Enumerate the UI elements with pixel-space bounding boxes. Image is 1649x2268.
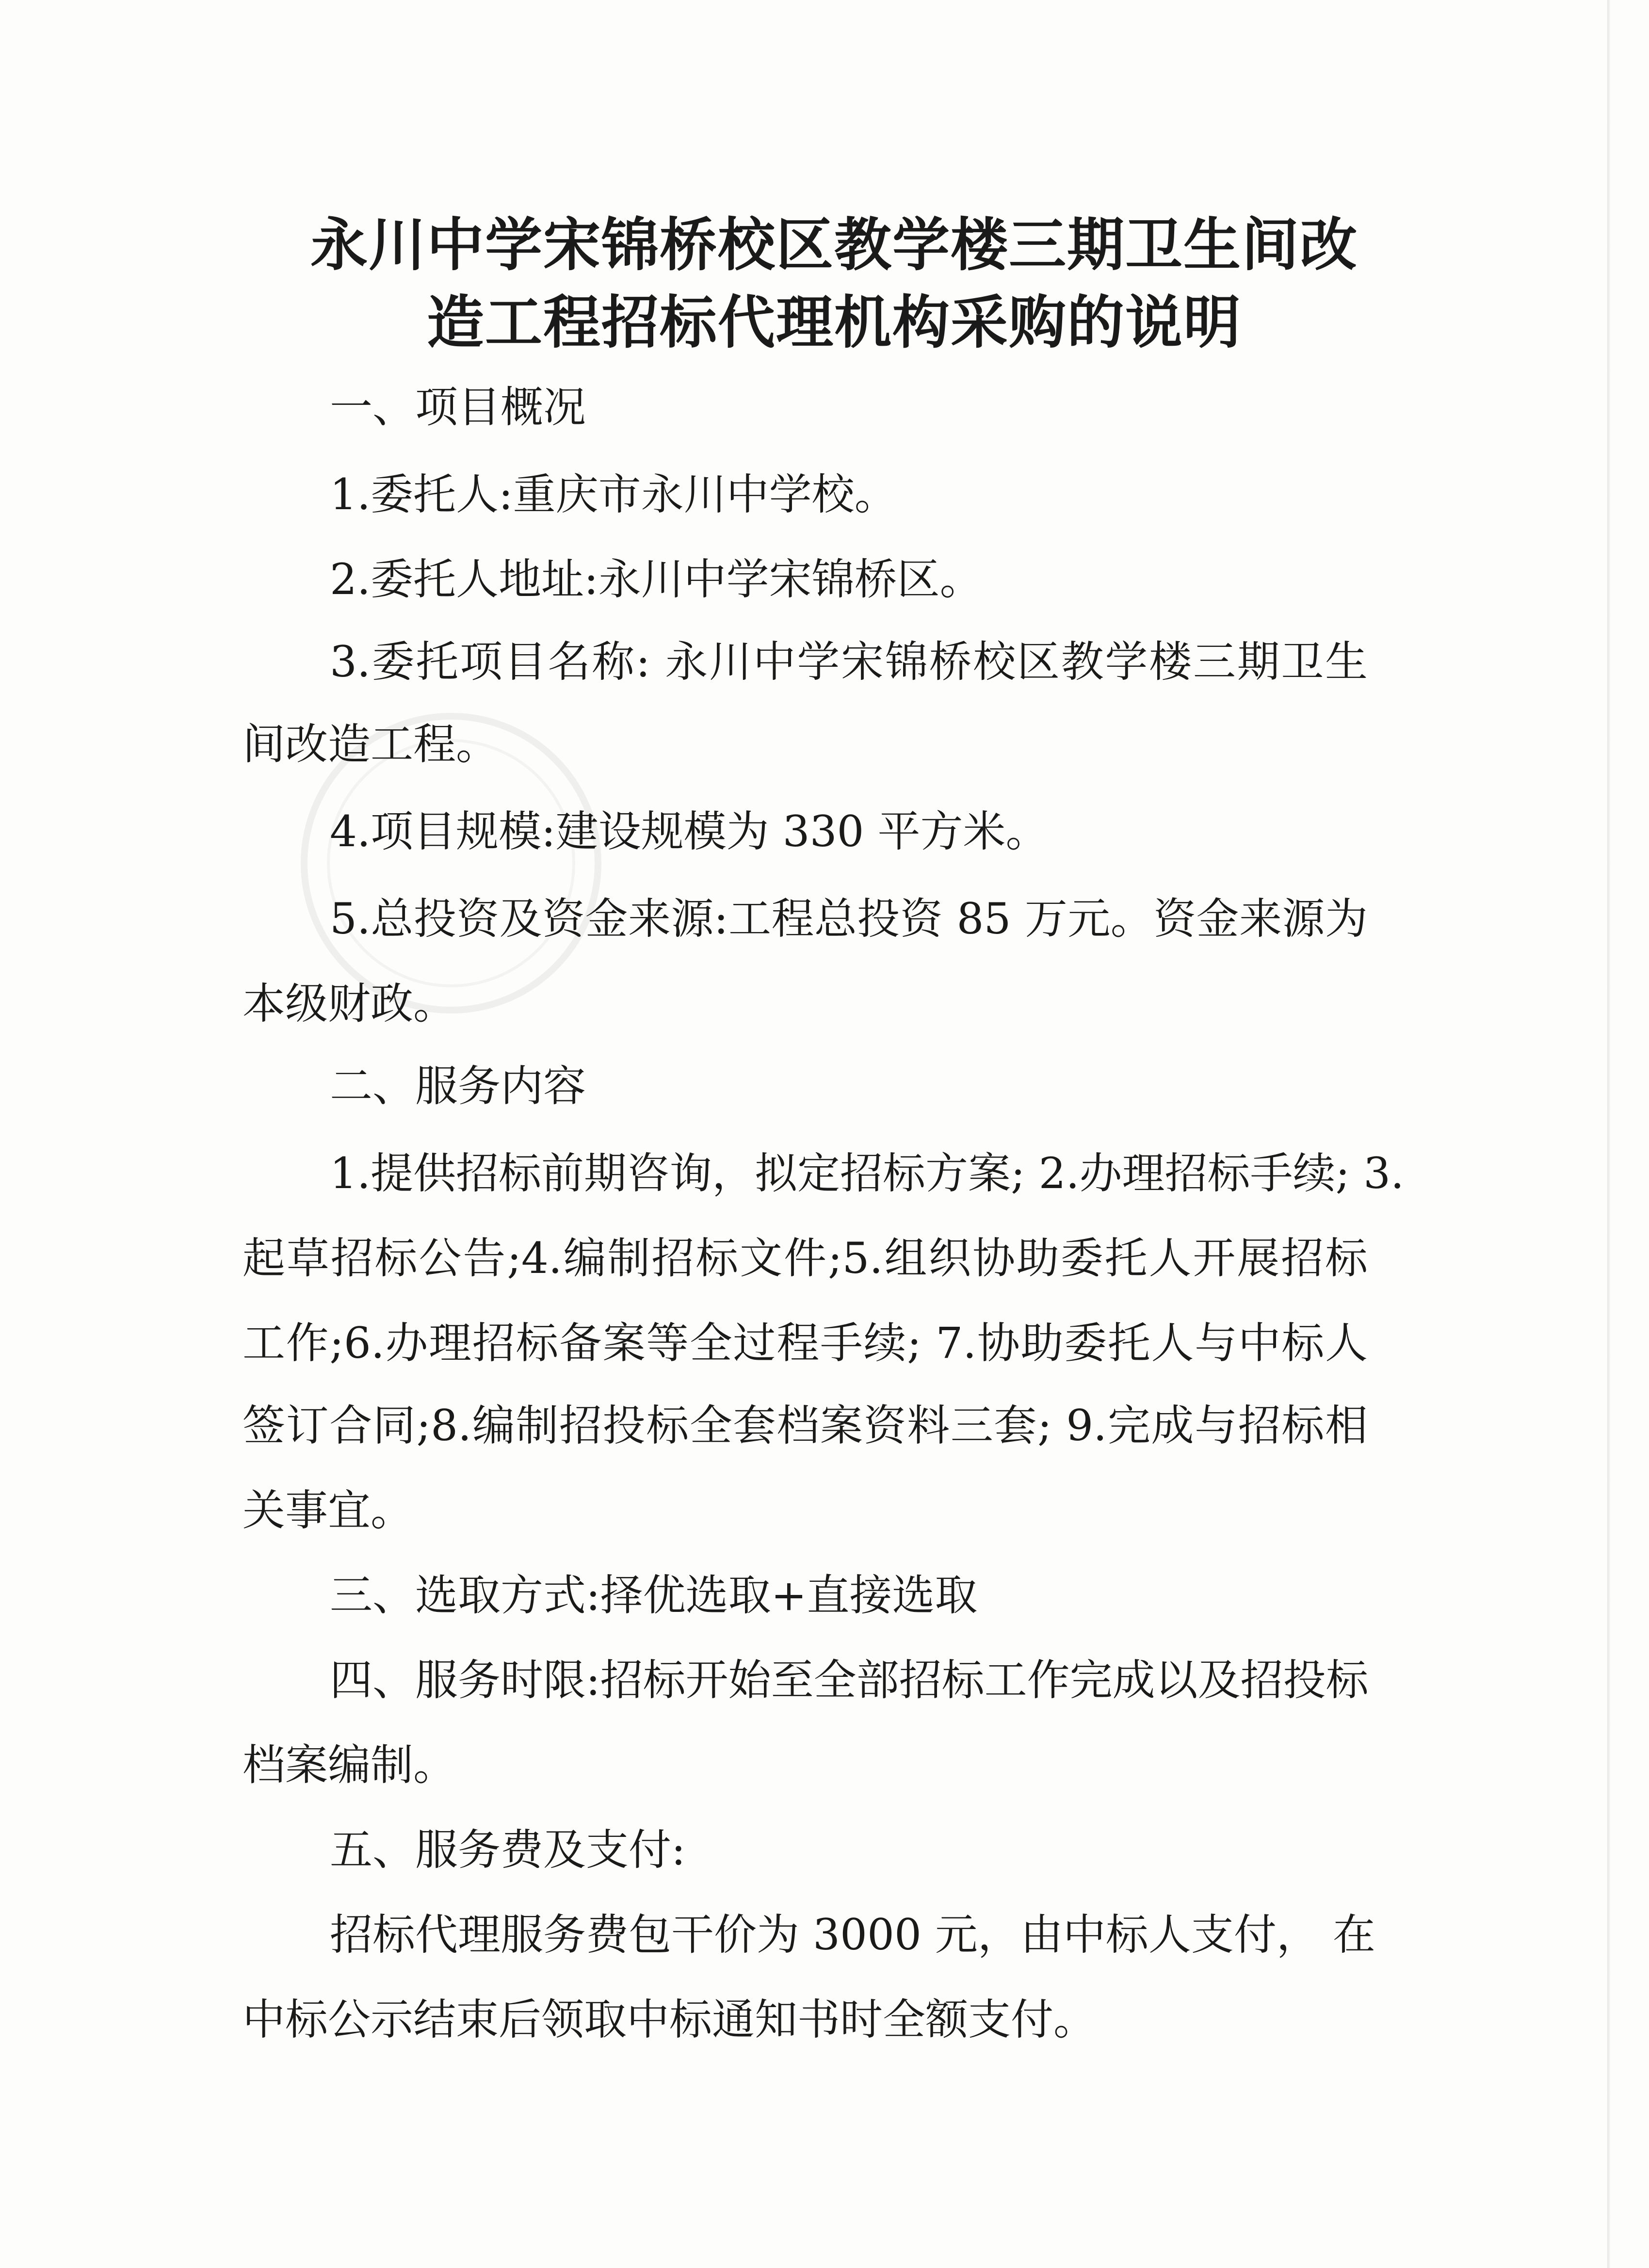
section-2-paragraph-line-4: 签订合同;8.编制招投标全套档案资料三套; 9.完成与招标相 [242, 1400, 1368, 1450]
section-1-item-3-line-1: 3.委托项目名称: 永川中学宋锦桥校区教学楼三期卫生 [330, 637, 1368, 687]
section-1-item-2: 2.委托人地址:永川中学宋锦桥区。 [330, 554, 983, 604]
page-edge-shadow [1607, 0, 1610, 2268]
section-5-heading: 五、服务费及支付: [330, 1825, 686, 1875]
section-5-paragraph-line-1: 招标代理服务费包干价为 3000 元，由中标人支付， 在 [330, 1910, 1375, 1960]
section-2-paragraph-line-2: 起草招标公告;4.编制招标文件;5.组织协助委托人开展招标 [242, 1233, 1368, 1283]
document-title-line-1: 永川中学宋锦桥校区教学楼三期卫生间改 [310, 211, 1358, 278]
section-1-item-3-line-2: 间改造工程。 [242, 719, 499, 769]
section-3-heading: 三、选取方式:择优选取+直接选取 [330, 1570, 978, 1620]
section-5-paragraph-line-2: 中标公示结束后领取中标通知书时全额支付。 [242, 1995, 1097, 2044]
section-2-heading: 二、服务内容 [330, 1061, 586, 1111]
section-2-paragraph-line-5: 关事宜。 [242, 1485, 414, 1535]
section-2-paragraph-line-3: 工作;6.办理招标备案等全过程手续; 7.协助委托人与中标人 [242, 1318, 1368, 1368]
section-4-line-2: 档案编制。 [242, 1740, 456, 1790]
section-4-line-1: 四、服务时限:招标开始至全部招标工作完成以及招投标 [330, 1655, 1369, 1705]
section-1-item-5-line-2: 本级财政。 [242, 979, 456, 1029]
section-1-heading: 一、项目概况 [330, 382, 586, 432]
section-1-item-1: 1.委托人:重庆市永川中学校。 [330, 469, 897, 519]
section-1-item-4: 4.项目规模:建设规模为 330 平方米。 [330, 806, 1049, 856]
section-2-paragraph-line-1: 1.提供招标前期咨询，拟定招标方案; 2.办理招标手续; 3. [330, 1148, 1405, 1198]
section-1-item-5-line-1: 5.总投资及资金来源:工程总投资 85 万元。资金来源为 [330, 894, 1368, 944]
document-title-line-2: 造工程招标代理机构采购的说明 [426, 289, 1242, 356]
